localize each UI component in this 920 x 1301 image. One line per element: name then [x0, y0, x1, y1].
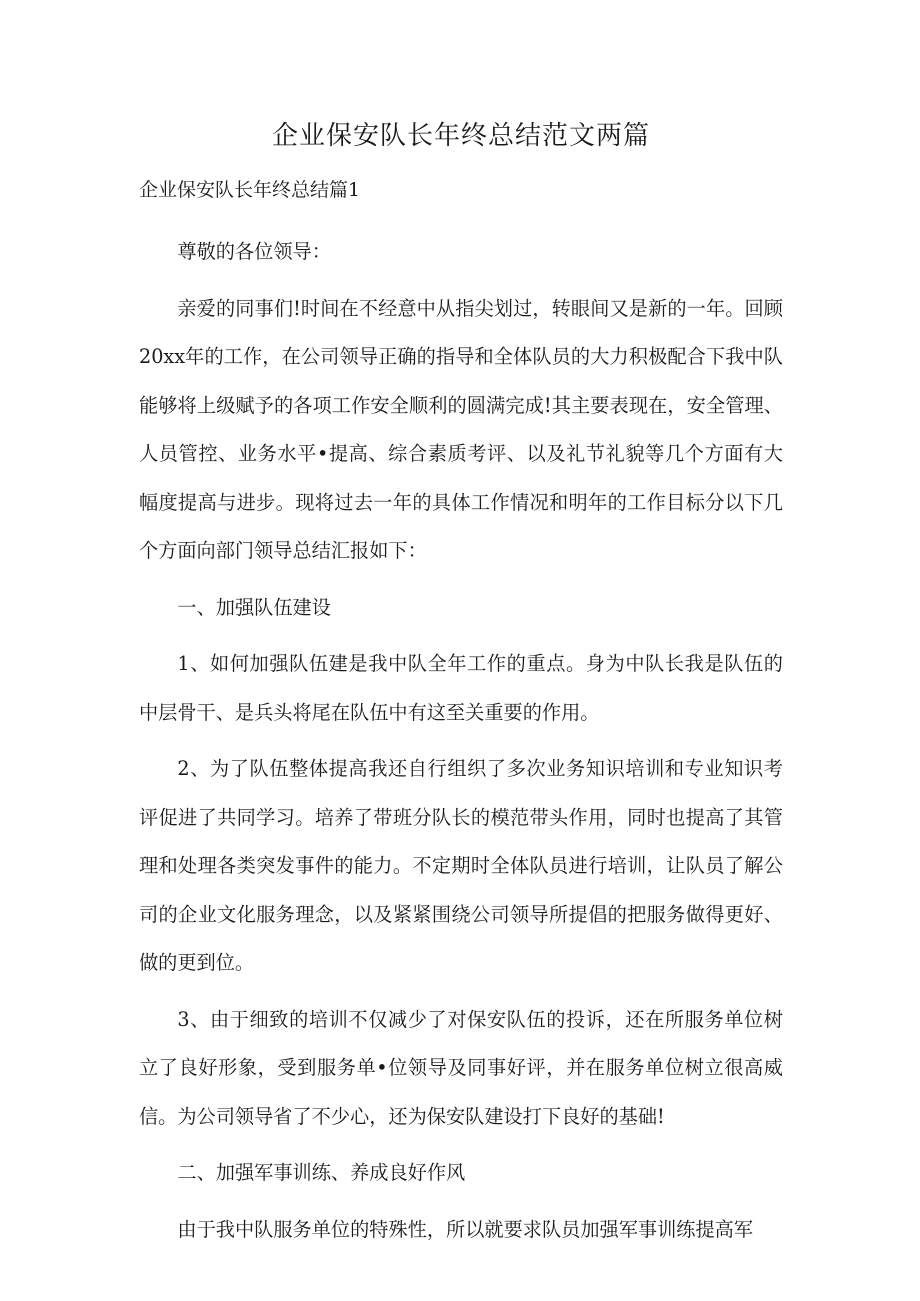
paragraph-training-intro: 由于我中队服务单位的特殊性，所以就要求队员加强军事训练提高军	[177, 1217, 754, 1241]
subheading-military-training: 二、加强军事训练、养成良好作风	[177, 1161, 466, 1184]
document-title: 企业保安队长年终总结范文两篇	[271, 121, 650, 151]
section-heading: 企业保安队长年终总结篇1	[139, 179, 361, 201]
subheading-team-building: 一、加强队伍建设	[177, 595, 331, 619]
paragraph-intro: 亲爱的同事们!时间在不经意中从指尖划过，转眼间又是新的一年。回顾20xx年的工作，在公司领导正确的指导和全体队员的大力积极配合下我中队能够将上级赋予的各项工作安全顺利的圆满完成!其主要表现在，安全管理、人员管控、业务水平•提高、综合素质考评、以及礼节礼貌等几个方面有大幅度提高与进步。现将过去一年的具体工作情况和明年的工作目标分以下几个方面向部门领导总结汇报如下：	[139, 296, 783, 562]
paragraph-item-3: 3、由于细致的培训不仅减少了对保安队伍的投诉，还在所服务单位树立了良好形象，受到服务单•位领导及同事好评，并在服务单位树立很高威信。为公司领导省了不少心，还为保安队建设打下良好的基础!	[139, 1007, 783, 1128]
paragraph-salutation: 尊敬的各位领导：	[177, 240, 331, 263]
paragraph-item-1: 1、如何加强队伍建是我中队全年工作的重点。身为中队长我是队伍的中层骨干、是兵头将尾在队伍中有这至关重要的作用。	[139, 652, 783, 724]
paragraph-item-2: 2、为了队伍整体提高我还自行组织了多次业务知识培训和专业知识考评促进了共同学习。培养了带班分队长的模范带头作用，同时也提高了其管理和处理各类突发事件的能力。不定期时全体队员进行培训，让队员了解公司的企业文化服务理念，以及紧紧围绕公司领导所提倡的把服务做得更好、做的更到位。	[139, 757, 783, 974]
